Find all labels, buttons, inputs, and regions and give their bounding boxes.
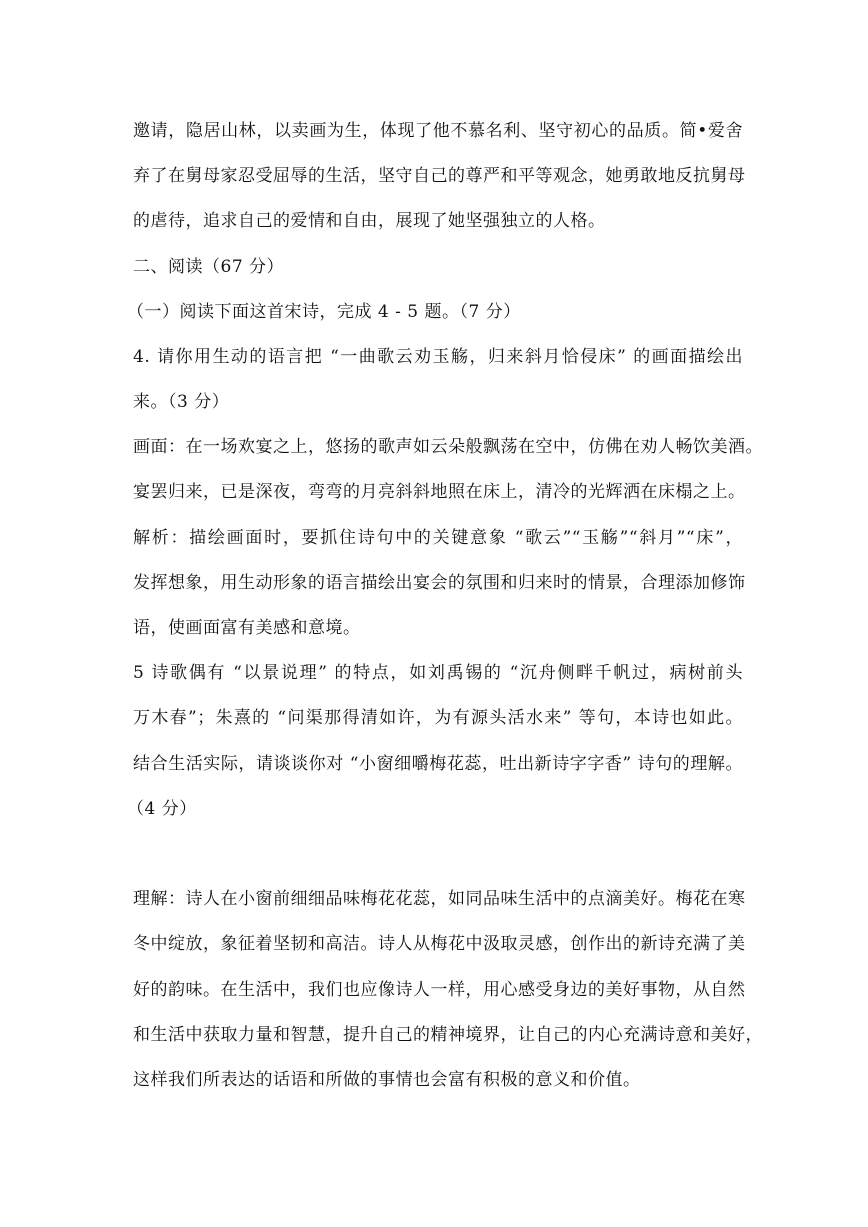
question-5-line: （4 分） <box>127 799 197 819</box>
answer-understanding-line: 冬中绽放，象征着坚韧和高洁。诗人从梅花中汲取灵感，创作出的新诗充满了美 <box>133 934 746 954</box>
paragraph-line: 弃了在舅母家忍受屈辱的生活，坚守自己的尊严和平等观念，她勇敢地反抗舅母 <box>133 166 746 186</box>
answer-understanding-line: 这样我们所表达的话语和所做的事情也会富有积极的意义和价值。 <box>133 1070 641 1090</box>
question-4-line: 4. 请你用生动的语言把 “一曲歌云劝玉觞，归来斜月恰侵床” 的画面描绘出 <box>133 347 743 367</box>
analysis-line: 语，使画面富有美感和意境。 <box>133 618 361 638</box>
question-5-line: 5 诗歌偶有 “以景说理” 的特点，如刘禹锡的 “沉舟侧畔千帆过，病树前头 <box>133 663 743 683</box>
section-heading: 二、阅读（67 分） <box>133 257 285 277</box>
question-5-line: 结合生活实际，请谈谈你对 “小窗细嚼梅花蕊，吐出新诗字字香” 诗句的理解。 <box>133 754 743 774</box>
paragraph-line: 邀请，隐居山林，以卖画为生，体现了他不慕名利、坚守初心的品质。简•爱舍 <box>133 121 743 141</box>
question-4-line: 来。（3 分） <box>133 392 230 412</box>
answer-understanding-line: 好的韵味。在生活中，我们也应像诗人一样，用心感受身边的美好事物，从自然 <box>133 980 746 1000</box>
paragraph-line: 的虐待，追求自己的爱情和自由，展现了她坚强独立的人格。 <box>133 211 606 231</box>
answer-understanding-line: 理解：诗人在小窗前细细品味梅花花蕊，如同品味生活中的点滴美好。梅花在寒 <box>133 889 746 909</box>
part-heading: （一）阅读下面这首宋诗，完成 4 - 5 题。（7 分） <box>127 302 521 322</box>
answer-understanding-line: 和生活中获取力量和智慧，提升自己的精神境界，让自己的内心充满诗意和美好， <box>133 1025 763 1045</box>
answer-scene-line: 宴罢归来，已是深夜，弯弯的月亮斜斜地照在床上，清冷的光辉洒在床榻之上。 <box>133 482 746 502</box>
analysis-line: 发挥想象，用生动形象的语言描绘出宴会的氛围和归来时的情景，合理添加修饰 <box>133 573 746 593</box>
analysis-line: 解析：描绘画面时，要抓住诗句中的关键意象 “歌云”“玉觞”“斜月”“床”， <box>133 528 743 548</box>
answer-scene-line: 画面：在一场欢宴之上，悠扬的歌声如云朵般飘荡在空中，仿佛在劝人畅饮美酒。 <box>133 437 763 457</box>
question-5-line: 万木春”；朱熹的 “问渠那得清如许，为有源头活水来” 等句，本诗也如此。 <box>133 708 743 728</box>
